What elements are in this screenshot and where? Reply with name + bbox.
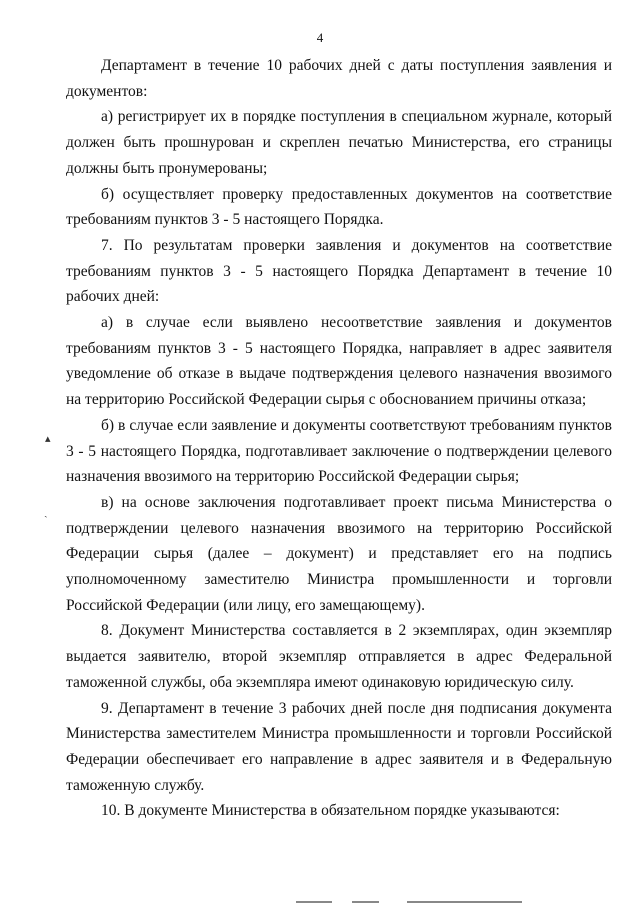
paragraph-10: 10. В документе Министерства в обязательном порядке указываются: — [101, 802, 560, 820]
margin-speck: ˎ — [44, 506, 48, 518]
scan-edge-artifact — [296, 901, 332, 903]
paragraph-7c: в) на основе заключения подготавливает проект письма Министерства о подтверждении целевого назначения ввозимого на территорию Российской Федерации сырья (далее – документ) и представляет его на подпись уполномоченному заместителю Министра промышленности и торговли Российской Федерации (или лицу, его замещающему). — [66, 493, 612, 614]
margin-speck: ▴ — [45, 433, 51, 445]
paragraph-6b: б) осуществляет проверку предоставленных документов на соответствие требованиям пунктов 3 - 5 настоящего Порядка. — [66, 185, 612, 229]
paragraph-7b: б) в случае если заявление и документы соответствуют требованиям пунктов 3 - 5 настоящего Порядка, подготавливает заключение о подтверждении целевого назначения ввозимого на территорию Российской Федерации сырья; — [66, 416, 612, 486]
scan-edge-artifact — [407, 901, 522, 903]
paragraph-9: 9. Департамент в течение 3 рабочих дней после дня подписания документа Министерства заместителем Министра промышленности и торговли Российской Федерации обеспечивает его направление в адрес заявителя и в Федеральную таможенную службу. — [66, 699, 612, 794]
page-number: 4 — [316, 30, 324, 45]
paragraph-8: 8. Документ Министерства составляется в 2 экземплярах, один экземпляр выдается заявителю, второй экземпляр отправляется в адрес Федеральной таможенной службы, оба экземпляра имеют одинаковую юридическую силу. — [66, 622, 612, 691]
scan-edge-artifact — [352, 901, 379, 903]
paragraph-7: 7. По результатам проверки заявления и документов на соответствие требованиям пунктов 3 - 5 настоящего Порядка Департамент в течение 10 рабочих дней: — [66, 236, 612, 306]
paragraph-6a: а) регистрирует их в порядке поступления в специальном журнале, который должен быть прошнурован и скреплен печатью Министерства, его страницы должны быть пронумерованы; — [66, 108, 612, 177]
paragraph-7a: а) в случае если выявлено несоответствие заявления и документов требованиям пунктов 3 - 5 настоящего Порядка, направляет в адрес заявителя уведомление об отказе в выдаче подтверждения целевого назначения ввозимого на территорию Российской Федерации сырья с обоснованием причины отказа; — [66, 314, 612, 409]
document-body — [66, 53, 612, 824]
paragraph-intro: Департамент в течение 10 рабочих дней с даты поступления заявления и документов: — [66, 57, 612, 100]
